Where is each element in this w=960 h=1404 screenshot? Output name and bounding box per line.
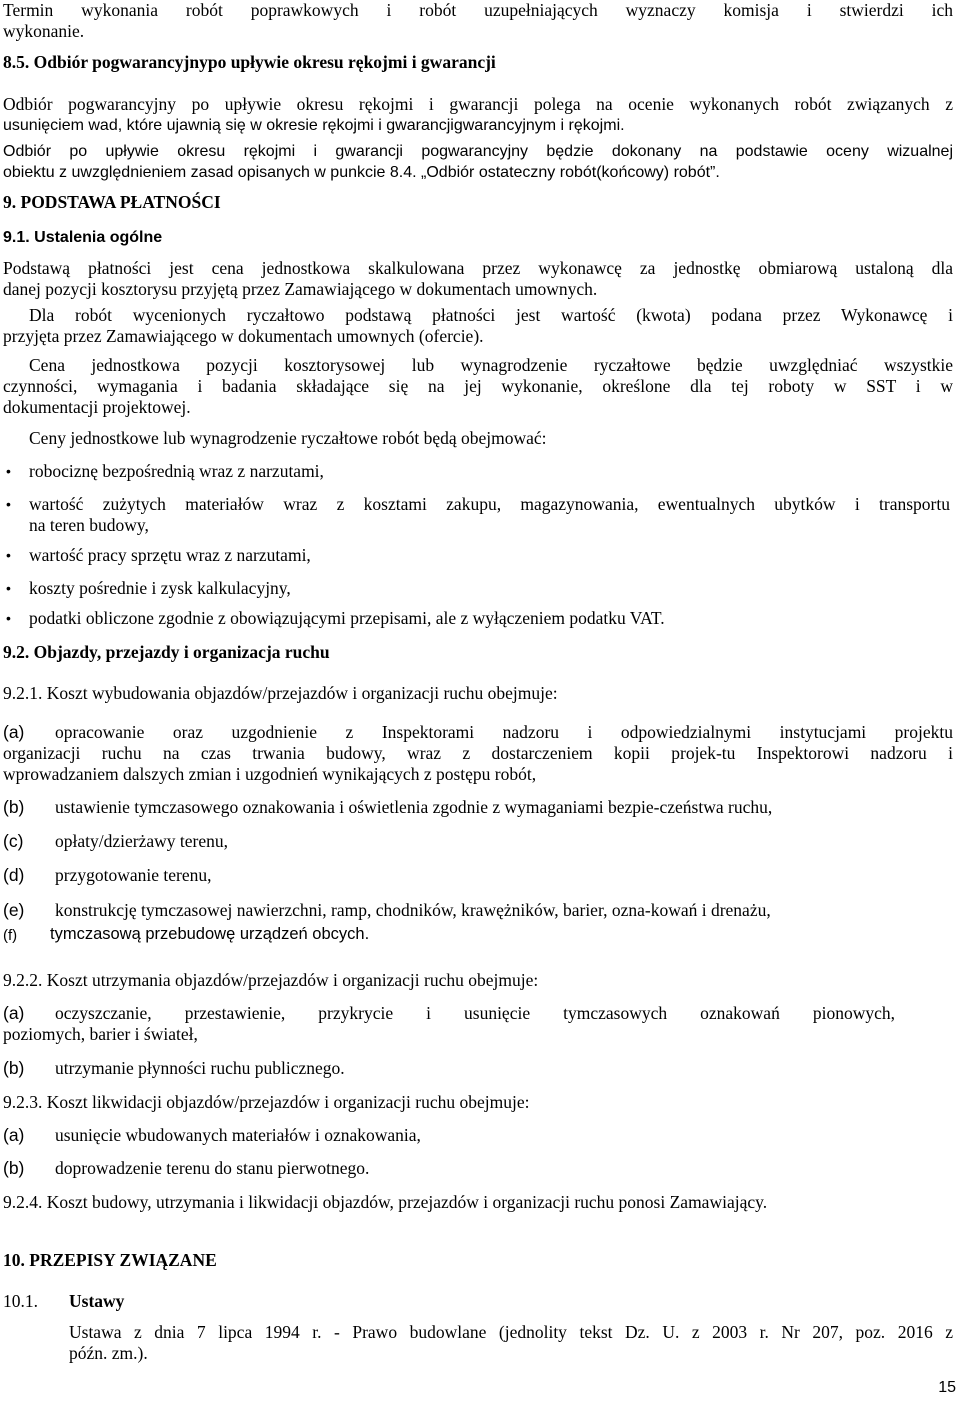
item-b3: doprowadzenie terenu do stanu pierwotnego. xyxy=(55,1158,370,1178)
section-9-2-4: 9.2.4. Koszt budowy, utrzymania i likwidacji objazdów, przejazdów i organizacji ruchu ponosi Zamawiający. xyxy=(3,1192,768,1212)
item-label-a: (a) xyxy=(3,722,25,742)
item-d: przygotowanie terenu, xyxy=(55,865,212,885)
section-9-1-heading: 9.1. Ustalenia ogólne xyxy=(3,229,163,246)
item-label-e: (e) xyxy=(3,900,25,920)
item-f: tymczasową przebudowę urządzeń obcych. xyxy=(50,925,370,943)
section-9-2-2: 9.2.2. Koszt utrzymania objazdów/przejazdów i organizacji ruchu obejmuje: xyxy=(3,970,539,990)
item-a3: usunięcie wbudowanych materiałów i oznakowania, xyxy=(55,1125,421,1145)
item-label-c: (c) xyxy=(3,831,24,851)
item-label-a: (a) xyxy=(3,1125,25,1145)
section-9-heading: 9. PODSTAWA PŁATNOŚCI xyxy=(3,192,221,212)
item-e: konstrukcję tymczasowej nawierzchni, ramp, chodników, krawężników, barier, ozna-kowań i drenażu, xyxy=(55,900,771,920)
section-10-1-title: Ustawy xyxy=(69,1291,125,1311)
bullet-icon: • xyxy=(6,610,11,626)
s85-p1-line-2: usunięciem wad, które ujawnią się w okresie rękojmi i gwarancjigwarancyjnym i rękojmi. xyxy=(3,117,625,134)
bullet-icon: • xyxy=(6,496,11,512)
s101-line-1: Ustawa z dnia 7 lipca 1994 r. - Prawo budowlane (jednolity tekst Dz. U. z 2003 r. Nr 207, poz. 2016 z xyxy=(69,1322,953,1342)
item-c: opłaty/dzierżawy terenu, xyxy=(55,831,228,851)
bullet-icon: • xyxy=(6,547,11,563)
item-a2-line-1: oczyszczanie, przestawienie, przykrycie i usunięcie tymczasowych oznakowań pionowych, xyxy=(55,1003,895,1023)
list-item-1: robociznę bezpośrednią wraz z narzutami, xyxy=(29,461,324,481)
s101-line-2: późn. zm.). xyxy=(69,1343,148,1363)
bullet-icon: • xyxy=(6,580,11,596)
section-8-5-heading: 8.5. Odbiór pogwarancyjnypo upływie okresu rękojmi i gwarancji xyxy=(3,52,496,72)
page-number: 15 xyxy=(938,1379,956,1396)
bullet-icon: • xyxy=(6,463,11,479)
item-label-d: (d) xyxy=(3,865,25,885)
s91-p1-line-1: Podstawą płatności jest cena jednostkowa skalkulowana przez wykonawcę za jednostkę obmiarową ustaloną dla xyxy=(3,258,953,278)
s91-p2-line-1: Dla robót wycenionych ryczałtowo podstawą płatności jest wartość (kwota) podana przez Wykonawcę i xyxy=(29,305,953,325)
item-b2: utrzymanie płynności ruchu publicznego. xyxy=(55,1058,345,1078)
list-item-4: koszty pośrednie i zysk kalkulacyjny, xyxy=(29,578,291,598)
section-10-1-number: 10.1. xyxy=(3,1291,38,1311)
s91-p3-line-1: Cena jednostkowa pozycji kosztorysowej lub wynagrodzenie ryczałtowe będzie uwzględniać wszystkie xyxy=(29,355,953,375)
item-label-b: (b) xyxy=(3,1058,25,1078)
item-a-line-3: wprowadzaniem dalszych zmian i uzgodnień wynikających z postępu robót, xyxy=(3,764,537,784)
section-10-heading: 10. PRZEPISY ZWIĄZANE xyxy=(3,1250,217,1270)
s91-p2-line-2: przyjęta przez Zamawiającego w dokumentach umownych (ofercie). xyxy=(3,326,484,346)
list-item-2-line-1: wartość zużytych materiałów wraz z kosztami zakupu, magazynowania, ewentualnych ubytków i transportu xyxy=(29,494,950,514)
item-a-line-1: opracowanie oraz uzgodnienie z Inspektorami nadzoru i odpowiedzialnymi instytucjami projektu xyxy=(55,722,953,742)
list-item-2-line-2: na teren budowy, xyxy=(29,515,149,535)
intro-line-2: wykonanie. xyxy=(3,21,85,41)
section-9-2-1: 9.2.1. Koszt wybudowania objazdów/przejazdów i organizacji ruchu obejmuje: xyxy=(3,683,558,703)
s85-p1-line-1: Odbiór pogwarancyjny po upływie okresu rękojmi i gwarancji polega na ocenie wykonanych robót związanych z xyxy=(3,94,953,114)
item-label-b: (b) xyxy=(3,1158,25,1178)
s91-p3-line-3: dokumentacji projektowej. xyxy=(3,397,191,417)
section-9-2-3: 9.2.3. Koszt likwidacji objazdów/przejazdów i organizacji ruchu obejmuje: xyxy=(3,1092,530,1112)
item-b: ustawienie tymczasowego oznakowania i oświetlenia zgodnie z wymaganiami bezpie-czeństwa ruchu, xyxy=(55,797,773,817)
item-label-b: (b) xyxy=(3,797,25,817)
item-a-line-2: organizacji ruchu na czas trwania budowy, wraz z dostarczeniem kopii projek-tu Inspektorowi nadzoru i xyxy=(3,743,953,763)
list-item-5: podatki obliczone zgodnie z obowiązującymi przepisami, ale z wyłączeniem podatku VAT. xyxy=(29,608,665,628)
intro-line-1: Termin wykonania robót poprawkowych i robót uzupełniających wyznaczy komisja i stwierdzi ich xyxy=(3,0,953,20)
item-label-a: (a) xyxy=(3,1003,25,1023)
s91-p1-line-2: danej pozycji kosztorysu przyjętą przez Zamawiającego w dokumentach umownych. xyxy=(3,279,598,299)
s91-p4: Ceny jednostkowe lub wynagrodzenie ryczałtowe robót będą obejmować: xyxy=(29,428,547,448)
s85-p2-line-1: Odbiór po upływie okresu rękojmi i gwarancji pogwarancyjny będzie dokonany na podstawie oceny wizualnej xyxy=(3,143,953,160)
list-item-3: wartość pracy sprzętu wraz z narzutami, xyxy=(29,545,311,565)
item-label-f: (f) xyxy=(3,927,18,944)
s85-p2-line-2: obiektu z uwzględnieniem zasad opisanych w punkcie 8.4. „Odbiór ostateczny robót(końcowy) robót”. xyxy=(3,164,720,181)
item-a2-line-2: poziomych, barier i świateł, xyxy=(3,1024,198,1044)
section-9-2-heading: 9.2. Objazdy, przejazdy i organizacja ruchu xyxy=(3,642,330,662)
s91-p3-line-2: czynności, wymagania i badania składające się na jej wykonanie, określone dla tej roboty w SST i w xyxy=(3,376,953,396)
